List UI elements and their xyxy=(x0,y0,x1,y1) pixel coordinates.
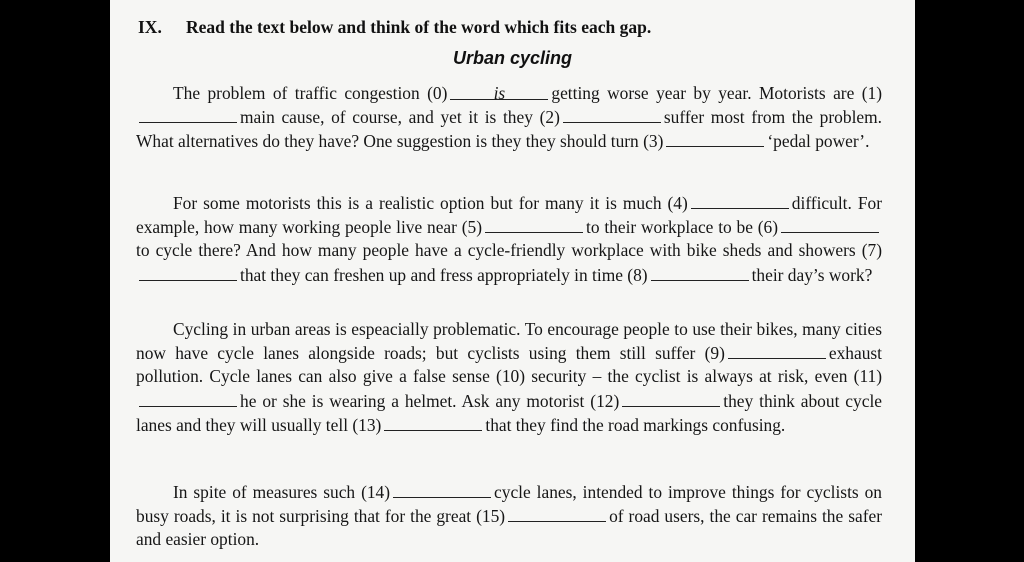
gap-8[interactable] xyxy=(651,263,749,281)
gap-0-example: is xyxy=(450,82,548,100)
p3-text-1: Cycling in urban areas is espeacially problematic. To encourage people to use their bikes, many cities now have cycle lanes alongside roads; but cyclists using them still suffer (9) xyxy=(136,319,882,364)
paragraph-4 xyxy=(136,480,882,552)
exercise-heading xyxy=(138,17,898,38)
gap-11[interactable] xyxy=(139,389,237,407)
gap-5[interactable] xyxy=(485,215,583,233)
gap-13[interactable] xyxy=(384,413,482,431)
exercise-instruction: Read the text below and think of the word which fits each gap. xyxy=(186,17,652,37)
gap-3[interactable] xyxy=(666,129,764,147)
paragraph-1 xyxy=(136,82,882,154)
paragraph-2 xyxy=(136,191,882,287)
gap-6[interactable] xyxy=(781,215,879,233)
p3-text-3: he or she is wearing a helmet. Ask any motorist (12) xyxy=(240,390,620,411)
p4-text-1: In spite of measures such (14) xyxy=(173,482,391,502)
gap-14[interactable] xyxy=(393,480,491,498)
p1-text-5: ‘pedal power’. xyxy=(767,131,870,152)
gap-7[interactable] xyxy=(139,263,237,281)
gap-4[interactable] xyxy=(691,191,789,209)
p2-text-1: For some motorists this is a realistic option but for many it is much (4) xyxy=(173,193,688,213)
p1-text-4: suffer most from the problem. What alternatives do they have? One suggestion is they they should turn (3) xyxy=(136,107,882,152)
p4-text-3: of road users, the car remains the safer and easier option. xyxy=(136,506,882,550)
gap-9[interactable] xyxy=(728,341,826,359)
p2-text-6: their day’s work? xyxy=(751,264,873,285)
p1-text-3: main cause, of course, and yet it is they (2) xyxy=(240,107,560,128)
p4-text-2: cycle lanes, intended to improve things for cyclists on busy roads, it is not surprising that for the great (15) xyxy=(136,482,882,527)
p3-text-2: exhaust pollution. Cycle lanes can also give a false sense (10) security – the cyclist is always at risk, even (11) xyxy=(136,343,882,387)
p2-text-2: difficult. For example, how many working people live near (5) xyxy=(136,193,883,238)
p2-text-3: to their workplace to be (6) xyxy=(586,217,779,238)
p2-text-4: to cycle there? And how many people have a cycle-friendly workplace with bike sheds and showers (7) xyxy=(136,240,882,261)
exercise-number: IX. xyxy=(138,17,162,37)
gap-2[interactable] xyxy=(563,105,661,123)
p2-text-5: that they can freshen up and fress appropriately in time (8) xyxy=(240,264,648,285)
gap-12[interactable] xyxy=(622,389,720,407)
gap-1[interactable] xyxy=(139,105,237,123)
text-title: Urban cycling xyxy=(452,48,573,68)
p1-text-1: The problem of traffic congestion (0) xyxy=(173,83,448,103)
gap-15[interactable] xyxy=(508,504,606,522)
worksheet-page xyxy=(110,0,915,562)
p3-text-5: that they find the road markings confusing. xyxy=(485,414,786,435)
p1-text-2: getting worse year by year. Motorists are (1) xyxy=(551,83,883,103)
p3-text-4: they think about cycle lanes and they will usually tell (13) xyxy=(136,390,882,435)
paragraph-3 xyxy=(136,318,882,437)
